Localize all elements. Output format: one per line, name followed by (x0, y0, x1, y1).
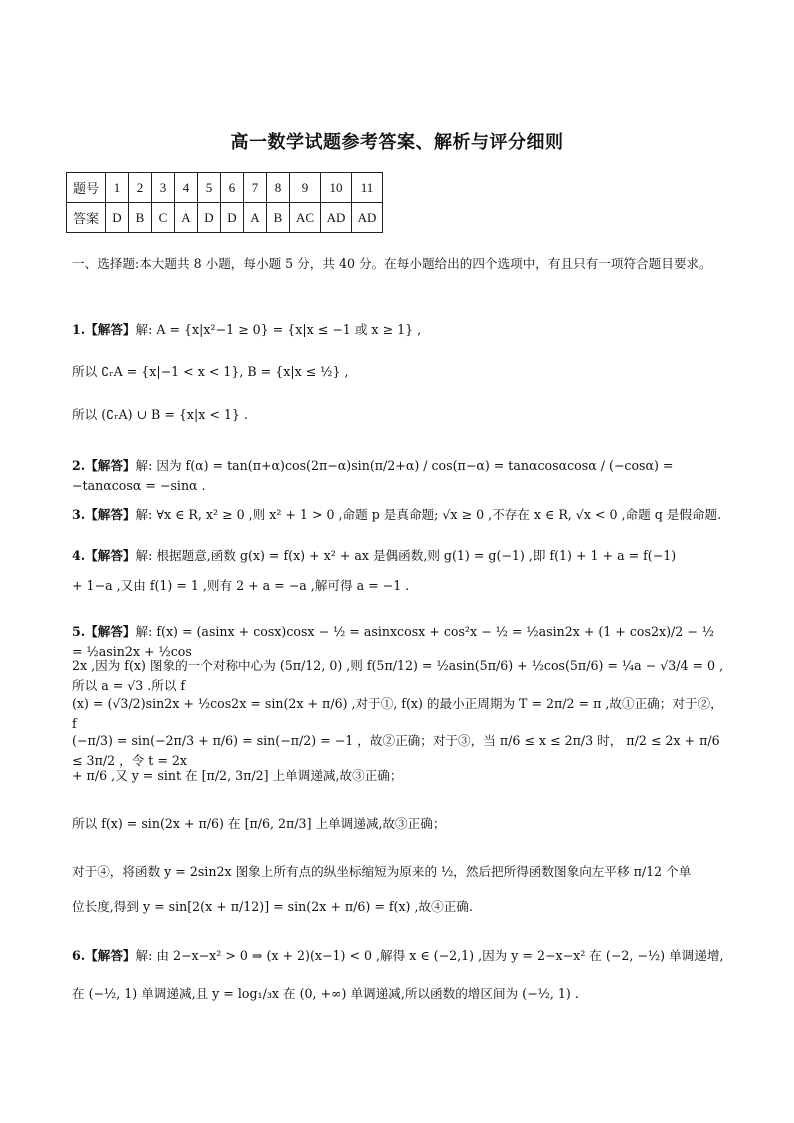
answer-cell: A (244, 203, 267, 233)
question-number: 3 (152, 173, 175, 203)
q2-line (72, 456, 724, 496)
answer-cell: AD (352, 203, 383, 233)
q6-line2: 在 (−½, 1) 单调递减,且 y = log₁/₃x 在 (0, +∞) 单调递减,所以函数的增区间为 (−½, 1) . (72, 986, 579, 1001)
q4-label: 4.【解答】 (72, 548, 136, 563)
q2-text: 解: 因为 f(α) = tan(π+α)cos(2π−α)sin(π/2+α) / cos(π−α) = tanαcosαcosα / (−cosα) = −tanαcosα = −sinα . (72, 458, 678, 493)
q4-line1 (72, 546, 724, 566)
q1-label: 1.【解答】 (72, 322, 136, 337)
table-row (67, 173, 383, 203)
answer-cell: AD (321, 203, 352, 233)
q6-label: 6.【解答】 (72, 948, 136, 963)
row-header-number: 题号 (67, 173, 106, 203)
q6-line1 (72, 946, 724, 966)
question-number: 2 (129, 173, 152, 203)
q5-line5: + π/6 ,又 y = sint 在 [π/2, 3π/2] 上单调递减,故③正确； (72, 768, 403, 783)
q1-text1: 解: A = {x|x²−1 ≥ 0} = {x|x ≤ −1 或 x ≥ 1} , (135, 322, 422, 337)
row-header-answer: 答案 (67, 203, 106, 233)
section-heading: 一、选择题:本大题共 8 小题，每小题 5 分，共 40 分。在每小题给出的四个选项中，有且只有一项符合题目要求。 (72, 256, 712, 271)
q3-text: 解: ∀x ∈ R, x² ≥ 0 ,则 x² + 1 > 0 ,命题 p 是真命题; √x ≥ 0 ,不存在 x ∈ R, √x < 0 ,命题 q 是假命题. (135, 507, 722, 522)
answer-cell: B (267, 203, 290, 233)
answer-table (66, 172, 383, 233)
q5-line2: 2x ,因为 f(x) 图象的一个对称中心为 (5π/12, 0) ,则 f(5π/12) = ½asin(5π/6) + ½cos(5π/6) = ¼a − √3/4 = 0 ,所以 a = √3 .所以 f (72, 658, 724, 693)
question-number: 7 (244, 173, 267, 203)
answer-cell: AC (290, 203, 321, 233)
table-row (67, 203, 383, 233)
answer-cell: D (221, 203, 244, 233)
q5-line8: 位长度,得到 y = sin[2(x + π/12)] = sin(2x + π/6) = f(x) ,故④正确. (72, 899, 473, 914)
answer-cell: A (175, 203, 198, 233)
q3-line (72, 505, 724, 525)
question-number: 5 (198, 173, 221, 203)
question-number: 4 (175, 173, 198, 203)
q5-line3: (x) = (√3/2)sin2x + ½cos2x = sin(2x + π/6) ,对于①, f(x) 的最小正周期为 T = 2π/2 = π ,故①正确；对于②， f (72, 696, 727, 731)
answer-cell: D (198, 203, 221, 233)
q3-label: 3.【解答】 (72, 507, 136, 522)
answer-cell: D (106, 203, 129, 233)
q1-line3: 所以 (∁ᵣA) ∪ B = {x|x < 1} . (72, 407, 248, 422)
q2-label: 2.【解答】 (72, 458, 136, 473)
q5-label: 5.【解答】 (72, 624, 136, 639)
q5-line7: 对于④，将函数 y = 2sin2x 图象上所有点的纵坐标缩短为原来的 ½，然后把所得函数图象向左平移 π/12 个单 (72, 864, 692, 879)
q1-line1 (72, 320, 724, 340)
answer-cell: C (152, 203, 175, 233)
q4-text1: 解: 根据题意,函数 g(x) = f(x) + x² + ax 是偶函数,则 g(1) = g(−1) ,即 f(1) + 1 + a = f(−1) (135, 548, 677, 563)
q6-text1: 解: 由 2−x−x² > 0 ⇒ (x + 2)(x−1) < 0 ,解得 x ∈ (−2,1) ,因为 y = 2−x−x² 在 (−2, −½) 单调递增, (135, 948, 724, 963)
question-number: 10 (321, 173, 352, 203)
q5-text1: 解: f(x) = (asinx + cosx)cosx − ½ = asinxcosx + cos²x − ½ = ½asin2x + (1 + cos2x)/2 − ½ = ½asin2x + ½cos (72, 624, 719, 659)
q5-line4: (−π/3) = sin(−2π/3 + π/6) = sin(−π/2) = −1 ，故②正确；对于③，当 π/6 ≤ x ≤ 2π/3 时， π/2 ≤ 2x + π/6 ≤ 3π/2 ，令 t = 2x (72, 733, 724, 768)
page-title: 高一数学试题参考答案、解析与评分细则 (230, 132, 564, 153)
answer-cell: B (129, 203, 152, 233)
question-number: 6 (221, 173, 244, 203)
q4-line2: + 1−a ,又由 f(1) = 1 ,则有 2 + a = −a ,解可得 a = −1 . (72, 578, 410, 593)
question-number: 8 (267, 173, 290, 203)
q1-line2: 所以 ∁ᵣA = {x|−1 < x < 1}, B = {x|x ≤ ½} , (72, 364, 349, 379)
question-number: 1 (106, 173, 129, 203)
question-number: 9 (290, 173, 321, 203)
question-number: 11 (352, 173, 383, 203)
q5-line6: 所以 f(x) = sin(2x + π/6) 在 [π/6, 2π/3] 上单调递减,故③正确； (72, 816, 446, 831)
